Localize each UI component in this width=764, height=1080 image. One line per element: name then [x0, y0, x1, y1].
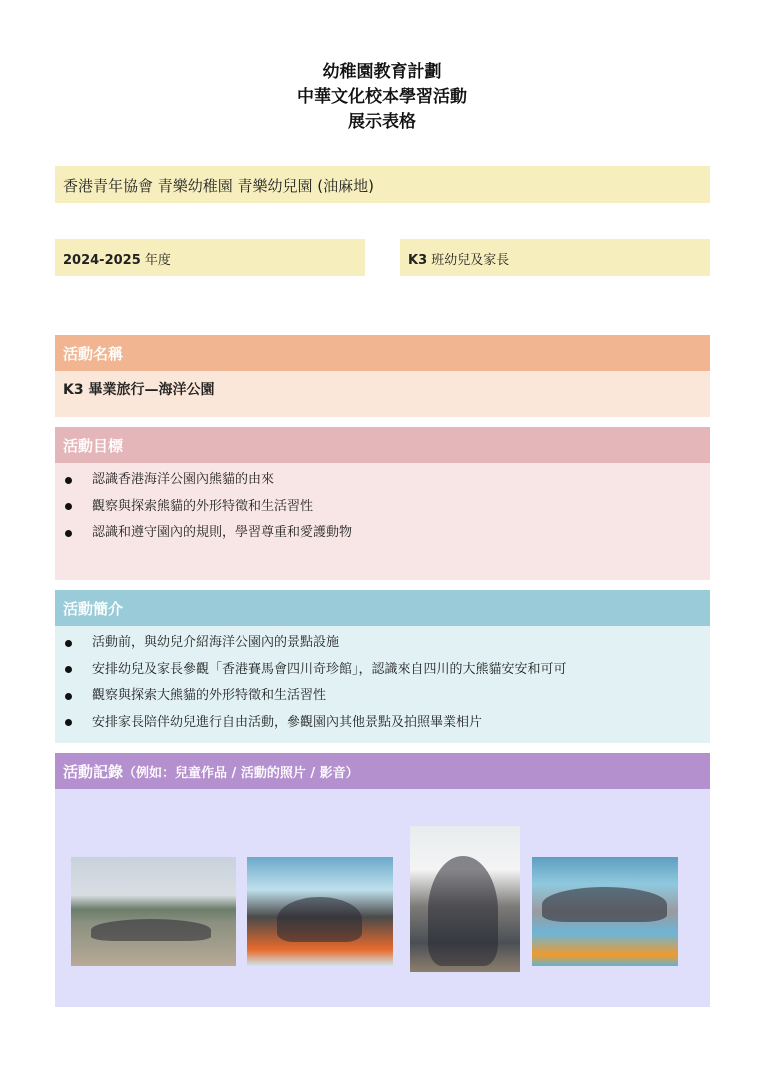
activity-goals-section	[55, 463, 710, 580]
activity-record-note: （例如：兒童作品 / 活動的照片 / 影音）	[123, 766, 359, 781]
list-item: 安排幼兒及家長參觀「香港賽馬會四川奇珍館」，認識來自四川的大熊貓安安和可可	[65, 657, 710, 684]
bullet-icon	[65, 530, 72, 537]
bullet-icon	[65, 477, 72, 484]
activity-intro-list	[55, 626, 710, 736]
class-suffix: 班幼兒及家長	[427, 253, 510, 268]
bullet-icon	[65, 693, 72, 700]
activity-name-heading: 活動名稱	[55, 335, 710, 371]
year-suffix: 年度	[140, 253, 171, 268]
activity-name-content: K3 畢業旅行—海洋公園	[55, 371, 710, 417]
bullet-icon	[65, 719, 72, 726]
list-item: 觀察與探索熊貓的外形特徵和生活習性	[65, 494, 710, 521]
activity-intro-section	[55, 626, 710, 743]
list-item: 認識香港海洋公園內熊貓的由來	[65, 467, 710, 494]
bullet-icon	[65, 640, 72, 647]
photo-children-in-stands	[247, 857, 393, 966]
list-item: 安排家長陪伴幼兒進行自由活動，參觀園內其他景點及拍照畢業相片	[65, 710, 710, 737]
photo-group-at-park-entrance	[71, 857, 236, 966]
school-year-box	[55, 239, 365, 276]
bullet-icon	[65, 503, 72, 510]
title-line-2: 中華文化校本學習活動	[297, 87, 467, 107]
photo-family-portrait	[410, 826, 520, 972]
list-item: 認識和遵守園內的規則，學習尊重和愛護動物	[65, 520, 710, 547]
document-title	[0, 60, 764, 135]
photo-group-in-stadium	[532, 857, 678, 966]
title-line-1: 幼稚園教育計劃	[322, 62, 442, 82]
title-line-3: 展示表格	[348, 112, 416, 132]
activity-intro-heading: 活動簡介	[55, 590, 710, 626]
school-name-box: 香港青年協會 青樂幼稚園 青樂幼兒園 (油麻地)	[55, 166, 710, 203]
activity-goals-heading: 活動目標	[55, 427, 710, 463]
activity-goals-list	[55, 463, 710, 547]
bullet-icon	[65, 666, 72, 673]
activity-record-heading	[55, 753, 710, 789]
class-value: K3	[408, 253, 428, 268]
year-value: 2024-2025	[63, 253, 141, 268]
list-item: 觀察與探索大熊貓的外形特徵和生活習性	[65, 683, 710, 710]
activity-record-title: 活動記錄	[63, 763, 124, 781]
list-item: 活動前，與幼兒介紹海洋公園內的景點設施	[65, 630, 710, 657]
class-info-box	[400, 239, 710, 276]
